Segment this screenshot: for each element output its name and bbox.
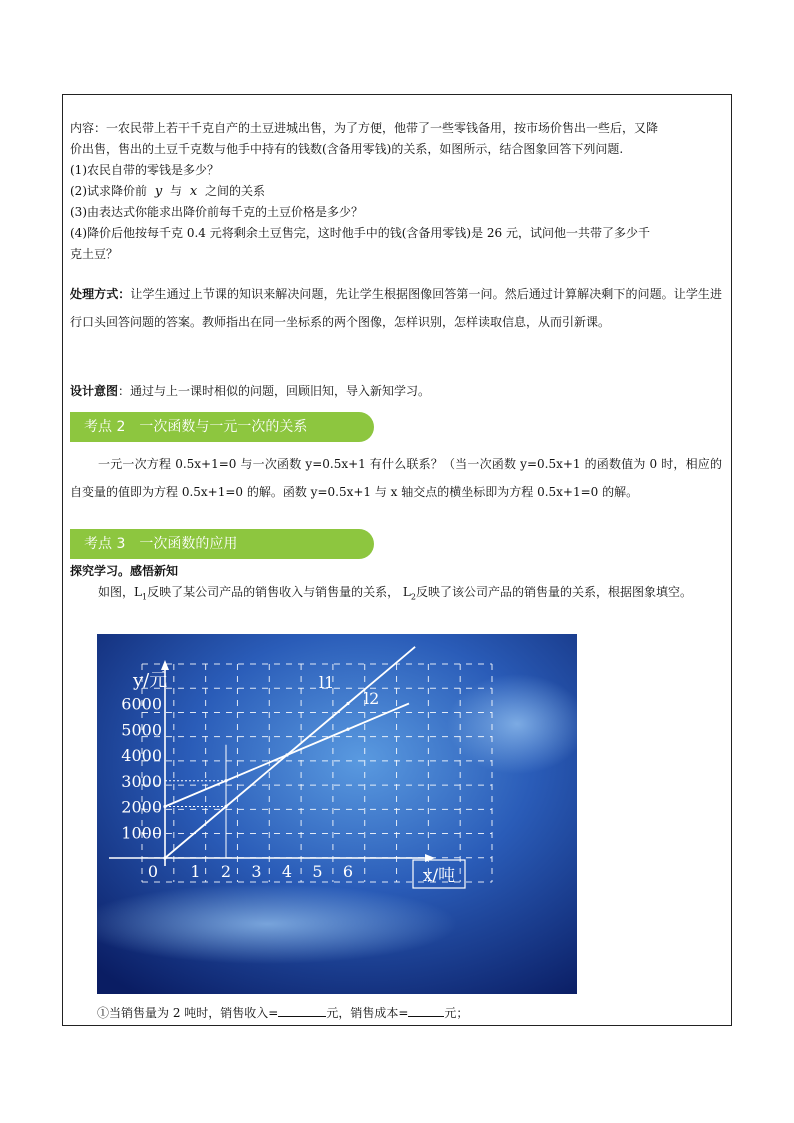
explore-sub-2: 2 [410,592,416,602]
series-point-l1 [224,805,227,808]
fill-question-text-c: 元； [444,1006,469,1020]
y-axis-title: y/元 [133,670,168,691]
x-tick-label: 2 [220,862,232,881]
section-2-banner [70,412,374,442]
series-point-l1 [346,702,349,705]
y-tick-label: 2000 [121,797,162,817]
question-2-part-c: 之间的关系 [205,184,266,198]
x-axis-title: x/吨 [422,866,456,886]
question-3: (3)由表达式你能求出降价前每千克的土豆价格是多少？ [70,205,364,219]
question-4-line-2: 克土豆？ [70,247,119,261]
fill-question [97,1004,468,1021]
fill-question-text-a: ①当销售量为 2 吨时，销售收入= [97,1006,279,1020]
question-2-part-a: (2)试求降价前 [70,184,147,198]
variable-x: x [189,184,198,199]
question-2-part-b: 与 [170,184,183,198]
chart-container [97,634,577,994]
x-tick-label: 5 [312,862,323,881]
explore-text [70,578,722,611]
y-tick-label: 6000 [121,694,162,714]
explore-text-c: 反映了该公司产品的销售量的关系，根据图象填空。 [415,585,692,599]
y-tick-label: 3000 [121,771,162,791]
series-point-l2 [163,805,166,808]
question-4-line-1: (4)降价后他按每千克 0.4 元将剩余土豆售完，这时他手中的钱(含备用零钱)是 26 元，试问他一共带了多少千 [70,226,650,240]
explore-text-a: 如图，L [98,585,142,599]
x-tick-label: 6 [342,862,354,881]
design-label: 设计意图 [70,384,119,398]
x-tick-label: 1 [190,862,201,881]
design-text: ：通过与上一课时相似的问题，回顾旧知，导入新知学习。 [118,384,431,398]
cost-blank[interactable] [408,1004,444,1017]
y-tick-label: 4000 [121,746,162,765]
series-point-l1 [163,856,166,859]
section-3-tag: 考点 3 [84,536,126,552]
section-2-tag: 考点 2 [84,419,126,435]
section-3-banner [70,529,374,559]
problem-intro-line-1: 内容：一农民带上若干千克自产的土豆进城出售，为了方便，他带了一些零钱备用，按市场价售出一些后，又降 [70,121,659,135]
section-2-title: 一次函数与一元一次的关系 [139,419,308,435]
series-point-l2 [346,728,349,731]
question-2 [70,183,265,200]
origin-label: 0 [147,862,159,881]
revenue-blank[interactable] [278,1004,326,1017]
explore-label: 探究学习。感悟新知 [70,564,179,578]
section-3-title: 一次函数的应用 [139,536,238,552]
series-label-l2: l2 [364,689,380,708]
variable-y: y [154,184,163,199]
fill-question-text-b: 元，销售成本= [326,1006,409,1020]
section-2-text: 一元一次方程 0.5x+1=0 与一次函数 y=0.5x+1 有什么联系？（当一次函数 y=0.5x+1 的函数值为 0 时，相应的自变量的值即为方程 0.5x+1=0 的解。函数 y=0.5x+1 与 x 轴交点的横坐标即为方程 0.5x+1=0 的解。 [70,457,722,499]
series-point-l2 [285,753,288,756]
series-label-l1: l1 [319,673,335,692]
explore-sub-1: 1 [141,592,148,602]
problem-intro-line-2: 价出售，售出的土豆千克数与他手中持有的钱数(含备用零钱)的关系，如图所示，结合图象回答下列问题. [70,142,624,156]
sales-chart [97,634,577,994]
explore-text-b: 反映了某公司产品的销售收入与销售量的关系， L [147,585,411,599]
design-paragraph [70,383,430,399]
method-label: 处理方式： [70,287,131,301]
method-paragraph [70,280,722,336]
x-tick-label: 3 [251,862,262,881]
question-1: (1)农民自带的零钱是多少？ [70,163,219,177]
x-tick-label: 4 [281,862,293,881]
series-point-l2 [224,779,227,782]
method-text: 让学生通过上节课的知识来解决问题，先让学生根据图像回答第一问。然后通过计算解决剩下的问题。让学生进行口头回答问题的答案。教师指出在同一坐标系的两个图像，怎样识别，怎样读取信息，从而引新课。 [70,287,722,329]
y-tick-label: 1000 [121,823,162,843]
y-tick-label: 5000 [121,720,162,740]
